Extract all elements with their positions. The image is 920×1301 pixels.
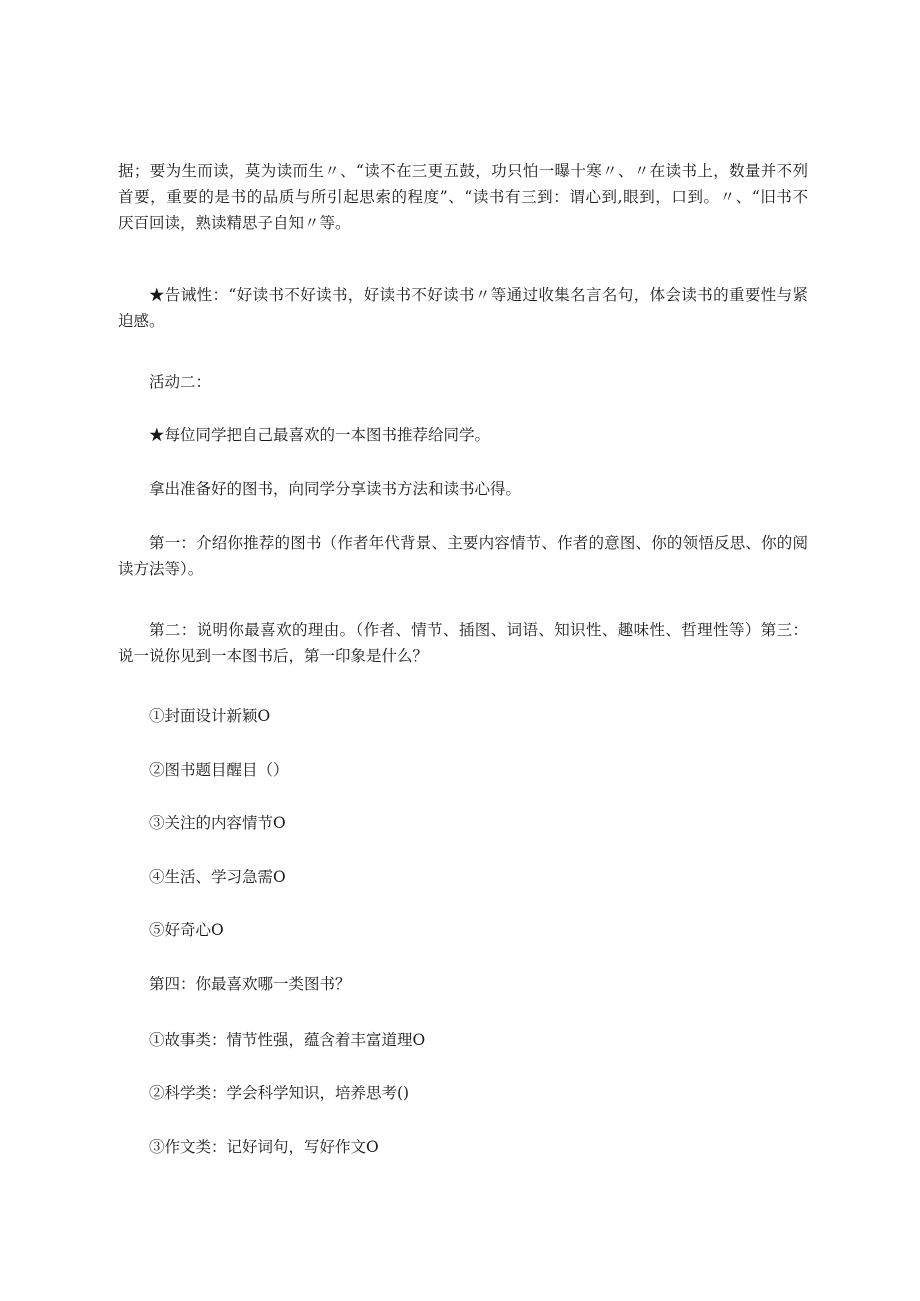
text-line: 第二：说明你最喜欢的理由。（作者、情节、插图、词语、知识性、趣味性、哲理性等）第三： — [149, 621, 808, 639]
text-line: 厌百回读，熟读精思子自知〃等。 — [118, 214, 351, 232]
quotes-paragraph — [118, 158, 808, 236]
category-option: ②科学类：学会科学知识，培养思考() — [149, 1084, 410, 1102]
text-line: ★告诫性：“好读书不好读书，好读书不好读书〃等通过收集名言名句，体会读书的重要性与紧 — [149, 286, 808, 304]
text-line: 迫感。 — [118, 312, 165, 330]
activity-two-heading: 活动二： — [149, 373, 212, 391]
activity-two-item: ★每位同学把自己最喜欢的一本图书推荐给同学。 — [149, 426, 491, 444]
impression-option: ④生活、学习急需O — [149, 868, 286, 886]
impression-option: ③关注的内容情节O — [149, 814, 286, 832]
impression-option: ②图书题目醒目（） — [149, 761, 289, 779]
activity-two-intro: 拿出准备好的图书，向同学分享读书方法和读书心得。 — [149, 480, 522, 498]
text-line: 据；要为生而读，莫为读而生〃、“读不在三更五鼓，功只怕一曝十寒〃、〃在读书上，数量并不列 — [118, 162, 808, 180]
text-line: 首要，重要的是书的品质与所引起思索的程度”、“读书有三到：谓心到,眼到，口到。〃、“旧书不 — [118, 188, 808, 206]
text-line: 第一：介绍你推荐的图书（作者年代背景、主要内容情节、作者的意图、你的领悟反思、你的阅 — [149, 534, 808, 552]
step-one-paragraph — [118, 530, 808, 582]
admonition-paragraph — [118, 282, 808, 334]
impression-option: ①封面设计新颖O — [149, 707, 271, 725]
text-line: 读方法等）。 — [118, 560, 204, 578]
impression-option: ⑤好奇心O — [149, 921, 224, 939]
text-line: 说一说你见到一本图书后，第一印象是什么？ — [118, 647, 429, 665]
category-option: ①故事类：情节性强，蕴含着丰富道理O — [149, 1031, 426, 1049]
step-two-paragraph — [118, 617, 808, 669]
step-four-heading: 第四：你最喜欢哪一类图书？ — [149, 975, 351, 993]
category-option: ③作文类：记好词句，写好作文O — [149, 1138, 379, 1156]
